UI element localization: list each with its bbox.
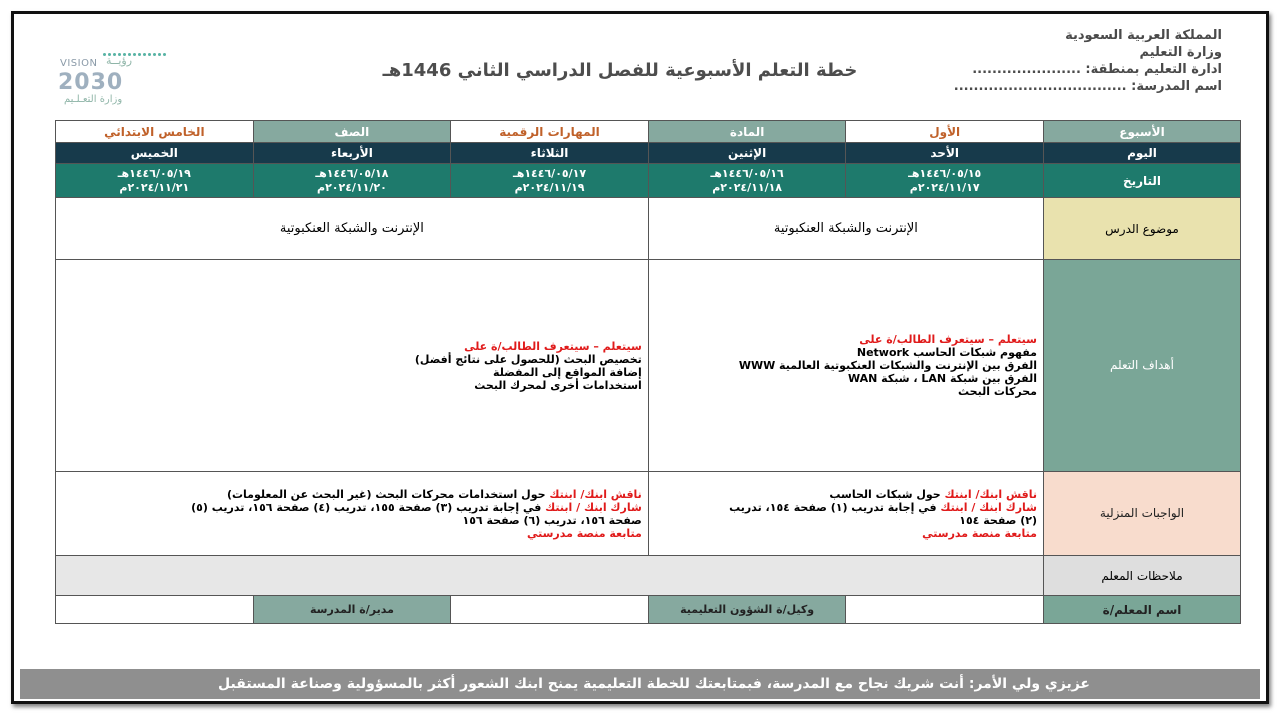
page-title: خطة التعلم الأسبوعية للفصل الدراسي الثاني 1446هـ: [382, 60, 858, 81]
subject-label: المادة: [648, 121, 846, 143]
topic-lesson-1: الإنترنت والشبكة العنكبوتية: [648, 198, 1043, 260]
date-sunday: [846, 164, 1044, 198]
share-text: في إجابة تدريب (٣) صفحة ١٥٥، تدريب (٤) صفحة ١٥٦، تدريب (٥): [191, 500, 546, 514]
objectives-row: [56, 260, 1241, 472]
share-text: في إجابة تدريب (١) صفحة ١٥٤، تدريب: [729, 500, 941, 514]
date-gregorian: ٢٠٢٤/١١/١٨م: [712, 180, 783, 194]
objectives-label: أهداف التعلم: [1044, 260, 1241, 472]
follow-platform: متابعة منصة مدرستي: [922, 526, 1037, 540]
principal-label: مدير/ة المدرسة: [253, 596, 451, 624]
topic-label: موضوع الدرس: [1044, 198, 1241, 260]
notes-label: ملاحظات المعلم: [1044, 556, 1241, 596]
teacher-name-field[interactable]: [846, 596, 1044, 624]
objectives-intro: سيتعلم – سيتعرف الطالب/ة على: [859, 333, 1037, 346]
objective-item: الفرق بين الإنترنت والشبكات العنكبوتية العالمية WWW: [738, 359, 1037, 372]
objectives-intro: سيتعلم – سيتعرف الطالب/ة على: [464, 339, 642, 353]
day-thursday: الخميس: [56, 143, 254, 164]
logo-ministry: وزارة التعـلـيم: [64, 94, 123, 105]
date-thursday: [56, 164, 254, 198]
date-hijri: ١٤٤٦/٠٥/١٦هـ: [710, 166, 784, 180]
date-hijri: ١٤٤٦/٠٥/١٩هـ: [117, 166, 191, 180]
share-prefix: شارك ابنك / ابنتك: [940, 500, 1037, 514]
date-gregorian: ٢٠٢٤/١١/٢١م: [119, 180, 190, 194]
vision-2030-logo: [58, 40, 198, 110]
date-gregorian: ٢٠٢٤/١١/٢٠م: [317, 180, 387, 194]
notes-row: [56, 556, 1241, 596]
objective-item: مفهوم شبكات الحاسب Network: [856, 346, 1037, 359]
homework-lesson-2: [56, 472, 649, 556]
objectives-lesson-2: [56, 260, 649, 472]
school-field: اسم المدرسة: ...................................: [953, 79, 1222, 94]
teacher-name-label: اسم المعلم/ة: [1044, 596, 1241, 624]
week-value: الأول: [846, 121, 1044, 143]
share-text-continued: (٢) صفحة ١٥٤: [959, 513, 1037, 527]
follow-platform: متابعة منصة مدرستي: [526, 526, 642, 540]
principal-field[interactable]: [56, 596, 254, 624]
grade-value: الخامس الابتدائي: [56, 121, 254, 143]
date-hijri: ١٤٤٦/٠٥/١٧هـ: [512, 166, 587, 180]
objective-item: تخصيص البحث (للحصول على نتائج أفضل): [414, 352, 642, 366]
day-row: [56, 143, 1241, 164]
ministry-name: وزارة التعليم: [1139, 45, 1222, 60]
date-row: [56, 164, 1241, 198]
objectives-lesson-1: [648, 260, 1043, 472]
date-monday: [648, 164, 846, 198]
homework-label: الواجبات المنزلية: [1044, 472, 1241, 556]
header-info: [882, 27, 1222, 95]
share-prefix: شارك ابنك / ابنتك: [545, 500, 642, 514]
notes-field[interactable]: [56, 556, 1044, 596]
week-label: الأسبوع: [1044, 121, 1241, 143]
region-field: ادارة التعليم بمنطقة: ......................: [972, 62, 1222, 77]
date-gregorian: ٢٠٢٤/١١/١٧م: [909, 180, 980, 194]
discuss-prefix: ناقش ابنك/ ابنتك: [944, 487, 1037, 501]
discuss-text: حول شبكات الحاسب: [829, 487, 945, 501]
date-hijri: ١٤٤٦/٠٥/١٥هـ: [908, 166, 982, 180]
logo-vision-arabic: رؤيــة: [106, 54, 133, 67]
homework-lesson-1: [648, 472, 1043, 556]
date-tuesday: [451, 164, 649, 198]
weekly-plan-table: [55, 120, 1241, 624]
day-wednesday: الأربعاء: [253, 143, 451, 164]
logo-year: 2030: [58, 70, 124, 95]
topic-lesson-2: الإنترنت والشبكة العنكبوتية: [56, 198, 649, 260]
homework-row: [56, 472, 1241, 556]
parent-message-footer: عزيزي ولي الأمر: أنت شريك نجاح مع المدرسة، فبمتابعتك للخطة التعليمية يمنح ابنك الشعور أكثر بالمسؤولية وصناعة المستقبل: [20, 669, 1260, 699]
day-monday: الإثنين: [648, 143, 846, 164]
day-tuesday: الثلاثاء: [451, 143, 649, 164]
share-text-continued: صفحة ١٥٦، تدريب (٦) صفحة ١٥٦: [462, 513, 642, 527]
day-label: اليوم: [1044, 143, 1241, 164]
objective-item: استخدامات أخرى لمحرك البحث: [474, 378, 642, 392]
deputy-label: وكيل/ة الشؤون التعليمية: [648, 596, 846, 624]
date-label: التاريخ: [1044, 164, 1241, 198]
date-wednesday: [253, 164, 451, 198]
signature-row: [56, 596, 1241, 624]
discuss-text: حول استخدامات محركات البحث (غير البحث عن المعلومات): [226, 487, 550, 501]
logo-vision-text: VISION: [60, 58, 98, 69]
deputy-field[interactable]: [451, 596, 649, 624]
subject-value: المهارات الرقمية: [451, 121, 649, 143]
objective-item: الفرق بين شبكة LAN ، شبكة WAN: [847, 372, 1037, 385]
topic-row: [56, 198, 1241, 260]
date-gregorian: ٢٠٢٤/١١/١٩م: [514, 180, 585, 194]
week-row: [56, 121, 1241, 143]
day-sunday: الأحد: [846, 143, 1044, 164]
objective-item: إضافة المواقع إلى المفضلة: [493, 365, 642, 379]
discuss-prefix: ناقش ابنك/ ابنتك: [549, 487, 642, 501]
grade-label: الصف: [253, 121, 451, 143]
objective-item: محركات البحث: [958, 385, 1037, 398]
kingdom-name: المملكة العربية السعودية: [1065, 28, 1222, 43]
date-hijri: ١٤٤٦/٠٥/١٨هـ: [315, 166, 389, 180]
